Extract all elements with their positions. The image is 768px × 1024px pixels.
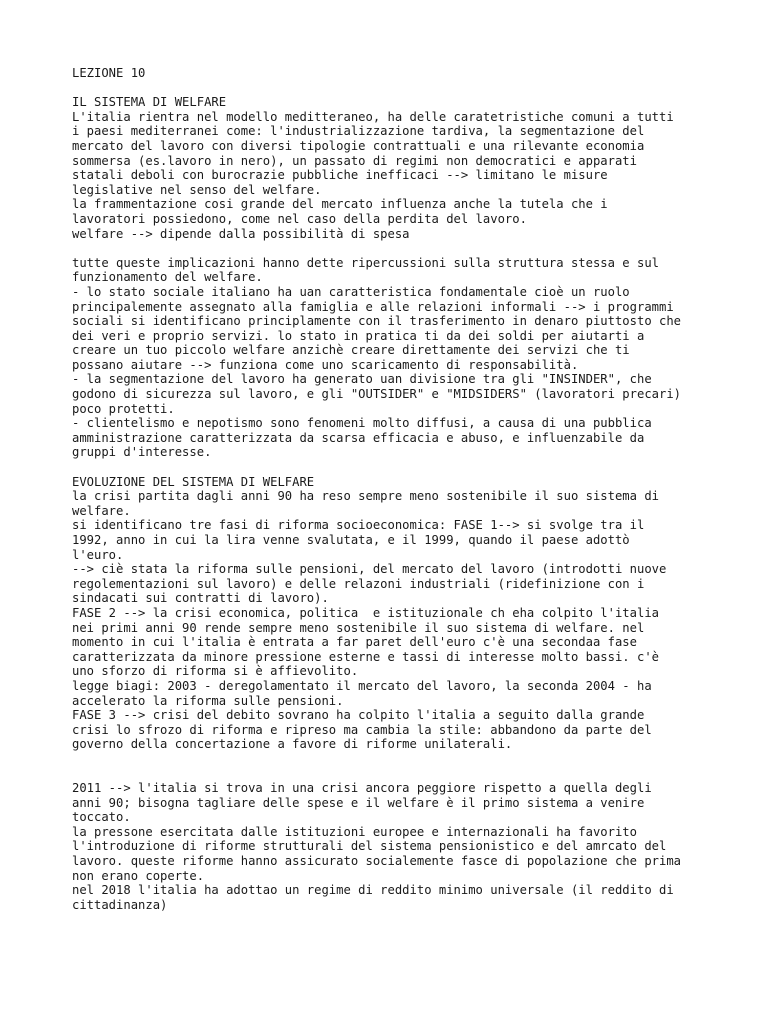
text-line: anni 90; bisogna tagliare delle spese e il welfare è il primo sistema a venire [72,795,645,810]
text-line: l'introduzione di riforme strutturali del sistema pensionistico e del amrcato del [72,839,667,854]
text-line: tutte queste implicazioni hanno dette ripercussioni sulla struttura stessa e sul [72,255,659,270]
lesson-title: LEZIONE 10 [72,66,146,80]
text-line: principalemente assegnato alla famiglia e alle relazioni informali --> i programmi [72,299,674,314]
text-line: non erano coperte. [72,868,205,883]
text-line: sociali si identificano principlamente con il trasferimento in denaro piuttosto che [72,314,682,329]
text-line: statali deboli con burocrazie pubbliche inefficaci --> limitano le misure [72,168,608,183]
text-line: --> ciè stata la riforma sulle pensioni, del mercato del lavoro (introdotti nuove [72,562,667,577]
text-line: amministrazione caratterizzata da scarsa efficacia e abuso, e influenzabile da [72,430,645,445]
text-line: 2011 --> l'italia si trova in una crisi ancora peggiore rispetto a quella degli [72,781,652,796]
text-line: creare un tuo piccolo welfare anzichè creare direttamente dei servizi che ti [72,343,630,358]
text-line: caratterizzata da minore pressione esterne e tassi di interesse molto bassi. c'è [72,649,659,664]
text-line: la crisi partita dagli anni 90 ha reso sempre meno sostenibile il suo sistema di [72,489,659,504]
text-line: legge biagi: 2003 - deregolamentato il mercato del lavoro, la seconda 2004 - ha [72,678,652,693]
text-line: accelerato la riforma sulle pensioni. [72,693,344,708]
text-line: - la segmentazione del lavoro ha generato uan divisione tra gli "INSINDER", che [72,372,652,387]
text-line: - lo stato sociale italiano ha uan caratteristica fondamentale cioè un ruolo [72,284,630,299]
text-line: la frammentazione cosi grande del mercato influenza anche la tutela che i [72,197,608,212]
text-line: welfare. [72,503,131,518]
blank-line [72,460,712,475]
blank-line [72,752,712,781]
section-implications-body [72,256,712,460]
text-line: poco protetti. [72,401,175,416]
text-line: welfare --> dipende dalla possibilità di spesa [72,226,410,241]
text-line: nel 2018 l'italia ha adottao un regime di reddito minimo universale (il reddito di [72,883,674,898]
text-line: uno sforzo di riforma si è affievolito. [72,664,359,679]
text-line: momento in cui l'italia è entrata a far paret dell'euro c'è una secondaa fase [72,635,637,650]
text-line: FASE 2 --> la crisi economica, politica e istituzionale ch eha colpito l'italia [72,605,659,620]
section-heading-welfare: IL SISTEMA DI WELFARE [72,95,227,110]
text-line: - clientelismo e nepotismo sono fenomeni molto diffusi, a causa di una pubblica [72,416,652,431]
text-line: l'euro. [72,547,124,562]
text-line: gruppi d'interesse. [72,445,212,460]
text-line: regolementazioni sul lavoro) e delle relazoni industriali (ridefinizione con i [72,576,645,591]
text-line: possano aiutare --> funziona come uno scaricamento di responsabilità. [72,357,579,372]
section-heading-evoluzione: EVOLUZIONE DEL SISTEMA DI WELFARE [72,474,315,489]
text-line: sindacati sui contratti di lavoro). [72,591,329,606]
text-line: si identificano tre fasi di riforma socioeconomica: FASE 1--> si svolge tra il [72,518,645,533]
text-line: nei primi anni 90 rende sempre meno sostenibile il suo sistema di welfare. nel [72,620,645,635]
blank-line [72,241,712,256]
text-line: sommersa (es.lavoro in nero), un passato di regimi non democratici e apparati [72,153,637,168]
text-line: 1992, anno in cui la lira venne svalutata, e il 1999, quando il paese adottò [72,533,630,547]
section-2011-body [72,781,712,912]
section-welfare-body [72,110,712,241]
text-line: mercato del lavoro con diversi tipologie contrattuali e una rilevante economia [72,138,645,153]
blank-line [72,81,712,96]
text-line: dei veri e proprio servizi. lo stato in pratica ti da dei soldi per aiutarti a [72,328,645,343]
text-line: lavoratori possiedono, come nel caso della perdita del lavoro. [72,211,527,226]
text-line: i paesi mediterranei come: l'industrializzazione tardiva, la segmentazione del [72,124,645,139]
text-line: toccato. [72,810,131,825]
section-evoluzione-body [72,489,712,752]
text-line: lavoro. queste riforme hanno assicurato socialemente fasce di popolazione che prima [72,854,682,869]
text-line: godono di sicurezza sul lavoro, e gli "OUTSIDER" e "MIDSIDERS" (lavoratori precari) [72,387,682,402]
text-line: funzionamento del welfare. [72,270,263,285]
text-line: L'italia rientra nel modello meditteraneo, ha delle caratetristiche comuni a tutti [72,109,674,124]
text-line: legislative nel senso del welfare. [72,182,322,197]
text-line: crisi lo sfrozo di riforma e ripreso ma cambia la stile: abbandono da parte del [72,722,652,737]
text-line: cittadinanza) [72,897,168,912]
document-content [72,66,712,912]
text-line: FASE 3 --> crisi del debito sovrano ha colpito l'italia a seguito dalla grande [72,708,645,723]
text-line: la pressone esercitata dalle istituzioni europee e internazionali ha favorito [72,824,637,839]
text-line: governo della concertazione a favore di riforme unilaterali. [72,737,513,752]
